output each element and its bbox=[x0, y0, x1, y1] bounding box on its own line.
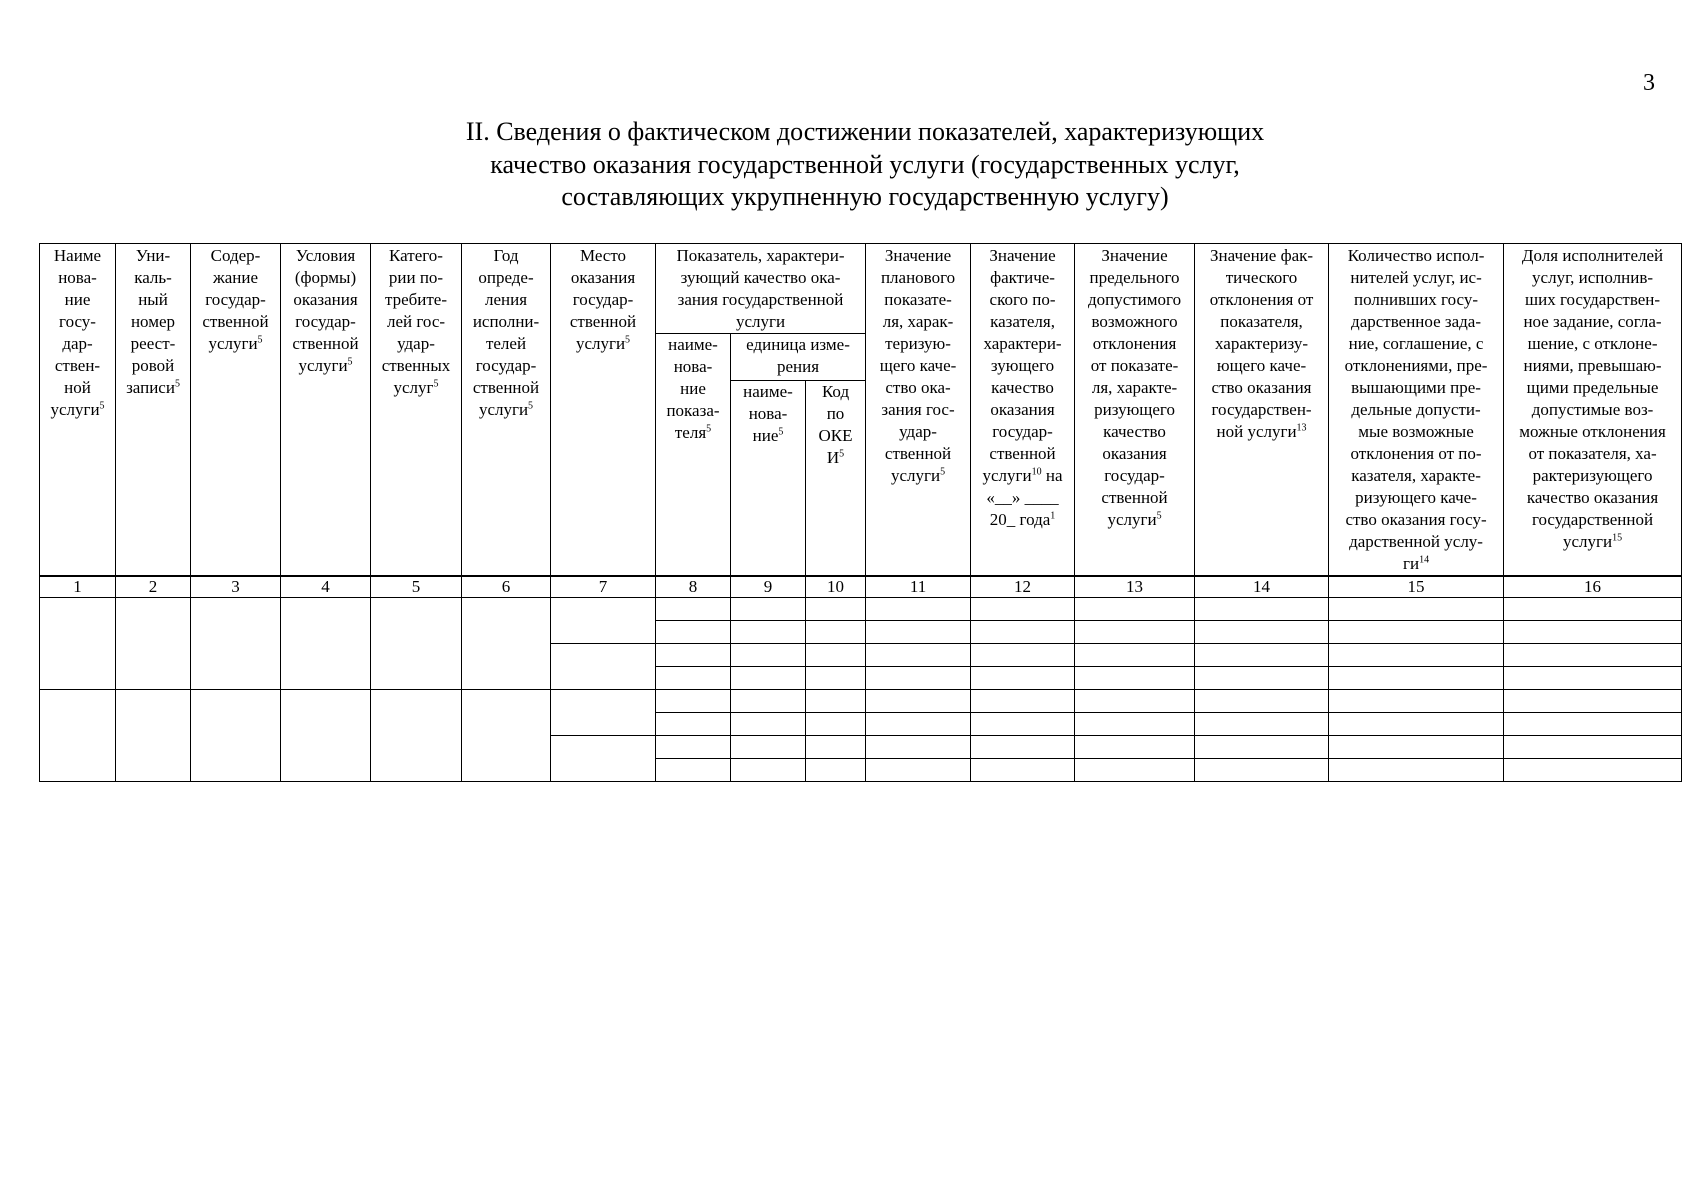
header-year: Год опреде- ления исполни- телей государ- ственной услуги$^5$ bbox=[462, 244, 551, 577]
table-cell bbox=[731, 598, 806, 621]
table-row bbox=[40, 690, 1682, 713]
table-cell bbox=[1195, 759, 1329, 782]
table-cell bbox=[1329, 690, 1504, 713]
table-cell bbox=[462, 690, 551, 782]
table-cell bbox=[806, 713, 866, 736]
column-numbers-row bbox=[40, 576, 1682, 598]
table-cell bbox=[806, 736, 866, 759]
table-cell bbox=[866, 667, 971, 690]
header-service-conditions: Условия (формы) оказания государ- ственной услуги$^5$ bbox=[281, 244, 371, 577]
table-cell bbox=[866, 690, 971, 713]
table-cell bbox=[1075, 690, 1195, 713]
table-cell bbox=[656, 713, 731, 736]
table-cell bbox=[1504, 736, 1682, 759]
table-cell bbox=[1195, 598, 1329, 621]
table-cell bbox=[866, 713, 971, 736]
table-cell bbox=[1504, 713, 1682, 736]
table-cell bbox=[806, 759, 866, 782]
column-number: 3 bbox=[191, 576, 281, 598]
table-cell bbox=[1329, 667, 1504, 690]
title-line: II. Сведения о фактическом достижении показателей, характеризующих bbox=[465, 117, 1265, 146]
column-number: 14 bbox=[1195, 576, 1329, 598]
table-cell bbox=[1329, 598, 1504, 621]
section-title bbox=[300, 116, 1430, 214]
header-actual-deviation: Значение фак- тического отклонения от показателя, характеризу- ющего каче- ство оказания государствен- ной услуги$^{13}$ bbox=[1195, 244, 1329, 577]
table-cell bbox=[551, 598, 656, 644]
table-cell bbox=[971, 736, 1075, 759]
header-allowed-deviation: Значение предельного допустимого возможного отклонения от показате- ля, характе- ризующего качество оказания государ- ственной услуги$^5$ bbox=[1075, 244, 1195, 577]
table-cell bbox=[281, 690, 371, 782]
table-cell bbox=[731, 690, 806, 713]
table-body bbox=[40, 598, 1682, 782]
column-number: 12 bbox=[971, 576, 1075, 598]
table-cell bbox=[1195, 736, 1329, 759]
table-cell bbox=[806, 621, 866, 644]
table-cell bbox=[866, 759, 971, 782]
table-cell bbox=[971, 713, 1075, 736]
table-cell bbox=[1075, 713, 1195, 736]
table-cell bbox=[1329, 713, 1504, 736]
table-cell bbox=[40, 598, 116, 690]
table-cell bbox=[731, 667, 806, 690]
title-line: составляющих укрупненную государственную услугу) bbox=[561, 182, 1169, 211]
table-cell bbox=[40, 690, 116, 782]
header-actual-value: Значение фактиче- ского по- казателя, характери- зующего качество оказания государ- ственной услуги$^{10}$ на «__» ____ 20_ года$^1$ bbox=[971, 244, 1075, 577]
table-cell bbox=[281, 598, 371, 690]
table-cell bbox=[731, 621, 806, 644]
table-cell bbox=[1329, 644, 1504, 667]
column-number: 10 bbox=[806, 576, 866, 598]
header-executors-count: Количество испол- нителей услуг, ис- полнивших госу- дарственное зада- ние, соглашение, с отклонениями, пре- вышающими пре- дельные допусти- мые возможные отклонения от по- казателя, характе- ризующего каче- ство оказания госу- дарственной услу- $ги^{14}$ bbox=[1329, 244, 1504, 577]
table-cell bbox=[462, 598, 551, 690]
header-service-name: Наиме нова- ние госу- дар- ствен- ной услуги$^5$ bbox=[40, 244, 116, 577]
table-cell bbox=[656, 736, 731, 759]
table-cell bbox=[656, 598, 731, 621]
header-indicator-group: Показатель, характери- зующий качество ока- зания государственной услуги bbox=[656, 244, 866, 334]
column-number: 5 bbox=[371, 576, 462, 598]
table-cell bbox=[1504, 644, 1682, 667]
table-cell bbox=[1195, 667, 1329, 690]
header-executors-share: Доля исполнителей услуг, исполнив- ших государствен- ное задание, согла- шение, с отклоне- ниями, превышаю- щими предельные допустимые воз- можные отклонения от показателя, ха- рактеризующего качество оказания государственной услуги$^{15}$ bbox=[1504, 244, 1682, 577]
table-cell bbox=[1195, 621, 1329, 644]
table-cell bbox=[866, 736, 971, 759]
table-cell bbox=[191, 598, 281, 690]
table-cell bbox=[191, 690, 281, 782]
table-cell bbox=[116, 690, 191, 782]
header-place: Место оказания государ- ственной услуги$^5$ bbox=[551, 244, 656, 577]
table-cell bbox=[866, 644, 971, 667]
table-cell bbox=[1329, 759, 1504, 782]
table-cell bbox=[971, 667, 1075, 690]
title-line: качество оказания государственной услуги (государственных услуг, bbox=[490, 149, 1240, 179]
table-cell bbox=[971, 621, 1075, 644]
column-number: 9 bbox=[731, 576, 806, 598]
header-service-content: Содер- жание государ- ственной услуги$^5$ bbox=[191, 244, 281, 577]
table-cell bbox=[1504, 598, 1682, 621]
table-cell bbox=[551, 644, 656, 690]
table-cell bbox=[866, 621, 971, 644]
table-cell bbox=[1075, 621, 1195, 644]
header-registry-number: Уни- каль- ный номер реест- ровой записи$^5$ bbox=[116, 244, 191, 577]
table-cell bbox=[1504, 690, 1682, 713]
column-number: 11 bbox=[866, 576, 971, 598]
column-number: 8 bbox=[656, 576, 731, 598]
table-cell bbox=[1075, 598, 1195, 621]
table-cell bbox=[1195, 644, 1329, 667]
column-number: 7 bbox=[551, 576, 656, 598]
header-unit-name: наиме- нова- ние$^5$ bbox=[731, 381, 806, 577]
table-cell bbox=[656, 759, 731, 782]
table-cell bbox=[1075, 667, 1195, 690]
table-cell bbox=[971, 598, 1075, 621]
table-cell bbox=[1504, 759, 1682, 782]
table-cell bbox=[1329, 736, 1504, 759]
table-cell bbox=[731, 736, 806, 759]
table-cell bbox=[806, 690, 866, 713]
table-cell bbox=[656, 621, 731, 644]
header-consumer-categories: Катего- рии по- требите- лей гос- удар- ственных услуг$^5$ bbox=[371, 244, 462, 577]
table-cell bbox=[971, 644, 1075, 667]
indicators-table bbox=[39, 243, 1682, 782]
column-number: 1 bbox=[40, 576, 116, 598]
table-cell bbox=[971, 759, 1075, 782]
table-cell bbox=[866, 598, 971, 621]
table-cell bbox=[1075, 759, 1195, 782]
table-cell bbox=[806, 667, 866, 690]
column-number: 6 bbox=[462, 576, 551, 598]
table-cell bbox=[371, 598, 462, 690]
table-cell bbox=[656, 667, 731, 690]
column-number: 4 bbox=[281, 576, 371, 598]
table-cell bbox=[116, 598, 191, 690]
column-number: 2 bbox=[116, 576, 191, 598]
header-okei-code: Код по ОКЕ $И^5$ bbox=[806, 381, 866, 577]
table-cell bbox=[806, 598, 866, 621]
header-planned-value: Значение планового показате- ля, харак- теризую- щего каче- ство ока- зания гос- удар- ственной услуги$^5$ bbox=[866, 244, 971, 577]
table-cell bbox=[1075, 736, 1195, 759]
table-cell bbox=[731, 759, 806, 782]
table-cell bbox=[656, 644, 731, 667]
table-cell bbox=[731, 644, 806, 667]
table-cell bbox=[656, 690, 731, 713]
table-cell bbox=[551, 690, 656, 736]
table-cell bbox=[1075, 644, 1195, 667]
column-number: 15 bbox=[1329, 576, 1504, 598]
table-cell bbox=[1504, 667, 1682, 690]
table-cell bbox=[731, 713, 806, 736]
header-unit-group: единица изме- рения bbox=[731, 334, 866, 381]
table-cell bbox=[1195, 713, 1329, 736]
column-number: 13 bbox=[1075, 576, 1195, 598]
table-cell bbox=[551, 736, 656, 782]
header-indicator-name: наиме- нова- ние показа- теля$^5$ bbox=[656, 334, 731, 577]
table-cell bbox=[1504, 621, 1682, 644]
table-cell bbox=[1329, 621, 1504, 644]
table-cell bbox=[371, 690, 462, 782]
page-number: 3 bbox=[1643, 70, 1655, 96]
table-cell bbox=[971, 690, 1075, 713]
table-cell bbox=[1195, 690, 1329, 713]
column-number: 16 bbox=[1504, 576, 1682, 598]
table-row bbox=[40, 598, 1682, 621]
table-cell bbox=[806, 644, 866, 667]
